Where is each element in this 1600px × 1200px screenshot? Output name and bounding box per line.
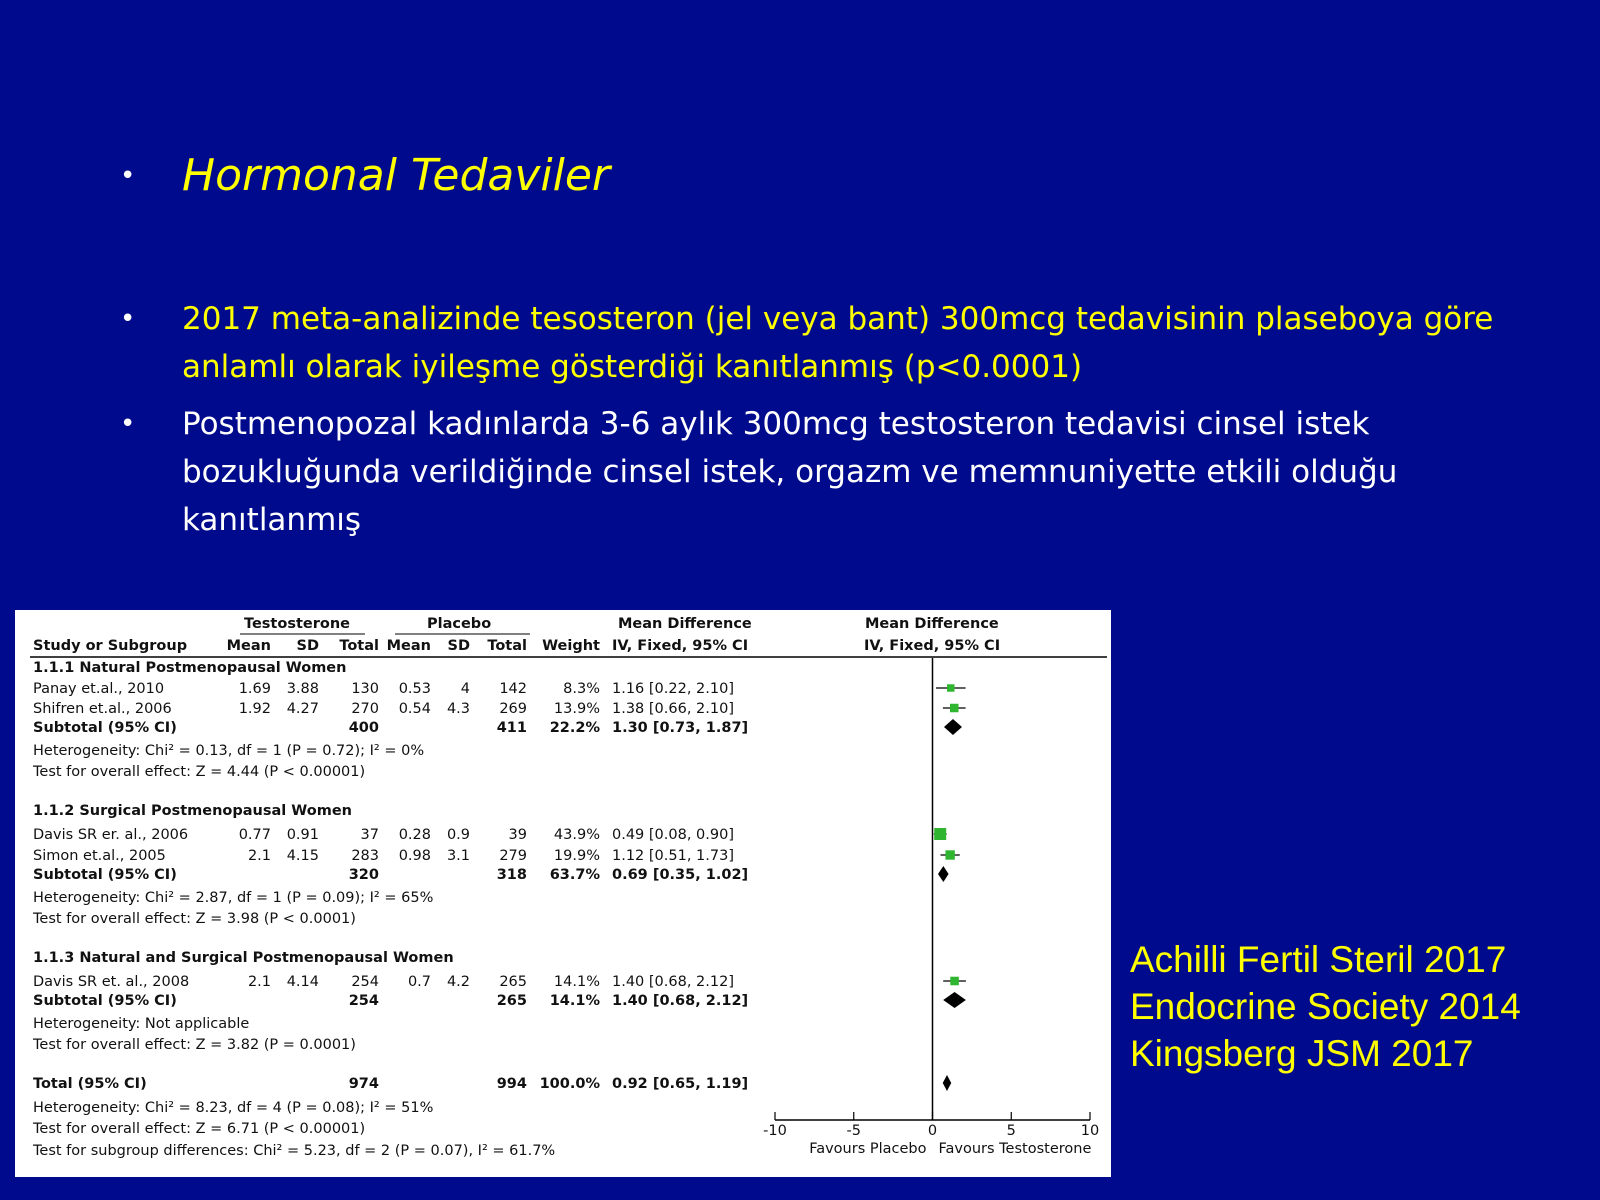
table-cell: 1.92 [238, 701, 271, 717]
subtotal-cell: 63.7% [549, 867, 600, 883]
table-cell: 43.9% [553, 827, 600, 843]
table-cell: 4.2 [446, 974, 470, 990]
table-cell: 1.69 [238, 681, 271, 697]
table-cell: Simon et.al., 2005 [33, 848, 166, 864]
favours-placebo-label: Favours Placebo [809, 1141, 927, 1157]
subgroup-title: 1.1.2 Surgical Postmenopausal Women [33, 803, 352, 819]
subtotal-cell: 1.30 [0.73, 1.87] [612, 720, 749, 736]
table-row [33, 848, 734, 864]
summary-diamond [943, 992, 966, 1008]
x-tick-label: 0 [927, 1123, 938, 1139]
col-ci: IV, Fixed, 95% CI [612, 638, 749, 654]
header-mean-difference: Mean Difference [618, 616, 752, 632]
table-cell: 8.3% [563, 681, 600, 697]
header-mean-difference-plot: Mean Difference [865, 616, 999, 632]
summary-diamond [944, 719, 962, 735]
col-t-sd: SD [296, 638, 319, 654]
table-cell: 4 [460, 681, 470, 697]
plot-area [763, 658, 1099, 1157]
subtotal-cell: 994 [496, 1076, 527, 1092]
col-study: Study or Subgroup [33, 638, 188, 654]
references [1130, 936, 1521, 1077]
subtotal-row [33, 720, 748, 736]
subtotal-cell: 0.92 [0.65, 1.19] [612, 1076, 749, 1092]
table-cell: 3.1 [446, 848, 470, 864]
slide-heading [120, 148, 610, 204]
table-cell: 279 [499, 848, 527, 864]
table-cell: Panay et.al., 2010 [33, 681, 165, 697]
bullet-icon: • [120, 409, 136, 439]
subtotal-row [33, 1076, 748, 1092]
table-row [33, 701, 734, 717]
table-cell: 0.77 [238, 827, 271, 843]
table-cell: 14.1% [553, 974, 600, 990]
table-cell: 0.91 [286, 827, 319, 843]
table-cell: 142 [499, 681, 527, 697]
table-cell: 270 [351, 701, 379, 717]
stat-line: Test for overall effect: Z = 6.71 (P < 0.00001) [33, 1121, 366, 1137]
summary-diamond [943, 1075, 952, 1091]
col-weight: Weight [542, 638, 600, 654]
stat-line: Test for overall effect: Z = 3.98 (P < 0.0001) [33, 911, 356, 927]
table-cell: 0.98 [398, 848, 431, 864]
col-t-total: Total [339, 638, 379, 654]
forest-plot-panel [15, 610, 1111, 1177]
table-row [33, 974, 734, 990]
bullet-text-1: 2017 meta-analizinde tesosteron (jel veya bant) 300mcg tedavisinin plaseboya göre anlamlı olarak iyileşme gösterdiği kanıtlanmış (p<0.0001) [182, 301, 1494, 385]
table-row [33, 681, 734, 697]
subtotal-cell: 22.2% [549, 720, 600, 736]
header-testosterone: Testosterone [244, 616, 350, 632]
col-p-mean: Mean [386, 638, 431, 654]
table-cell: 13.9% [553, 701, 600, 717]
table-cell: 4.27 [286, 701, 319, 717]
table-cell: 0.9 [446, 827, 470, 843]
table-cell: 1.16 [0.22, 2.10] [612, 681, 734, 697]
table-cell: 0.54 [398, 701, 431, 717]
study-marker [950, 977, 959, 986]
reference-3: Kingsberg JSM 2017 [1130, 1033, 1474, 1074]
heading-text: Hormonal Tedaviler [182, 150, 610, 201]
bullet-point-2 [120, 400, 1562, 544]
table-rows [32, 660, 748, 1159]
subtotal-cell: 254 [348, 993, 379, 1009]
x-tick-label: -5 [846, 1123, 861, 1139]
subtotal-row [33, 993, 748, 1009]
forest-plot [15, 610, 1111, 1177]
stat-line: Heterogeneity: Not applicable [33, 1016, 250, 1032]
summary-diamond [938, 866, 949, 882]
subtotal-cell: Subtotal (95% CI) [33, 720, 177, 736]
table-cell: 4.15 [286, 848, 319, 864]
table-row [33, 827, 734, 843]
table-cell: 269 [499, 701, 527, 717]
table-cell: 4.3 [446, 701, 470, 717]
table-cell: 19.9% [553, 848, 600, 864]
table-cell: 4.14 [286, 974, 319, 990]
stat-line: Heterogeneity: Chi² = 0.13, df = 1 (P = 0.72); I² = 0% [33, 743, 425, 759]
bullet-text-2: Postmenopozal kadınlarda 3-6 aylık 300mcg testosteron tedavisi cinsel istek bozukluğunda verildiğinde cinsel istek, orgazm ve memnuniyette etkili olduğu kanıtlanmış [182, 406, 1398, 538]
table-cell: 265 [499, 974, 527, 990]
table-cell: 283 [351, 848, 379, 864]
subtotal-cell: 1.40 [0.68, 2.12] [612, 993, 749, 1009]
subtotal-cell: Subtotal (95% CI) [33, 867, 177, 883]
table-cell: 130 [351, 681, 379, 697]
stat-line: Test for subgroup differences: Chi² = 5.23, df = 2 (P = 0.07), I² = 61.7% [33, 1143, 556, 1159]
subgroup-title: 1.1.1 Natural Postmenopausal Women [33, 660, 347, 676]
subtotal-row [33, 867, 748, 883]
table-cell: 1.40 [0.68, 2.12] [612, 974, 734, 990]
study-marker [947, 684, 954, 691]
table-cell: 2.1 [247, 974, 271, 990]
header-placebo: Placebo [427, 616, 492, 632]
subtotal-cell: 14.1% [549, 993, 600, 1009]
subtotal-cell: 974 [348, 1076, 379, 1092]
subtotal-cell: 100.0% [539, 1076, 600, 1092]
col-p-sd: SD [447, 638, 470, 654]
table-cell: 37 [360, 827, 379, 843]
bullet-icon: • [120, 304, 136, 334]
table-cell: Shifren et.al., 2006 [33, 701, 172, 717]
reference-2: Endocrine Society 2014 [1130, 986, 1521, 1027]
study-marker [945, 850, 954, 859]
col-p-total: Total [487, 638, 527, 654]
table-cell: Davis SR et. al., 2008 [33, 974, 190, 990]
x-tick-label: 10 [1080, 1123, 1100, 1139]
subtotal-cell: 400 [348, 720, 379, 736]
x-tick-label: -10 [763, 1123, 787, 1139]
bullet-point-1 [120, 295, 1562, 391]
table-cell: 0.49 [0.08, 0.90] [612, 827, 734, 843]
table-cell: 3.88 [286, 681, 319, 697]
subgroup-title: 1.1.3 Natural and Surgical Postmenopausal Women [33, 950, 454, 966]
bullet-icon: • [120, 161, 136, 191]
subtotal-cell: 318 [496, 867, 527, 883]
x-tick-label: 5 [1006, 1123, 1016, 1139]
table-cell: 0.7 [407, 974, 431, 990]
subtotal-cell: 0.69 [0.35, 1.02] [612, 867, 749, 883]
stat-line: Test for overall effect: Z = 4.44 (P < 0.00001) [33, 764, 366, 780]
stat-line: Test for overall effect: Z = 3.82 (P = 0.0001) [33, 1037, 356, 1053]
subtotal-cell: Total (95% CI) [33, 1076, 147, 1092]
favours-testosterone-label: Favours Testosterone [938, 1141, 1092, 1157]
table-cell: 1.38 [0.66, 2.10] [612, 701, 734, 717]
subtotal-cell: 265 [496, 993, 527, 1009]
reference-1: Achilli Fertil Steril 2017 [1130, 939, 1507, 980]
table-cell: 254 [351, 974, 379, 990]
col-plot-ci: IV, Fixed, 95% CI [864, 638, 1001, 654]
study-marker [950, 704, 959, 713]
subtotal-cell: 411 [496, 720, 527, 736]
table-cell: 1.12 [0.51, 1.73] [612, 848, 734, 864]
table-cell: 0.53 [398, 681, 431, 697]
subtotal-cell: Subtotal (95% CI) [33, 993, 177, 1009]
col-t-mean: Mean [226, 638, 271, 654]
table-cell: Davis SR er. al., 2006 [33, 827, 189, 843]
stat-line: Heterogeneity: Chi² = 2.87, df = 1 (P = 0.09); I² = 65% [33, 890, 434, 906]
table-cell: 39 [508, 827, 527, 843]
table-cell: 2.1 [247, 848, 271, 864]
stat-line: Heterogeneity: Chi² = 8.23, df = 4 (P = 0.08); I² = 51% [33, 1100, 434, 1116]
table-cell: 0.28 [398, 827, 431, 843]
study-marker [934, 828, 946, 840]
subtotal-cell: 320 [348, 867, 379, 883]
